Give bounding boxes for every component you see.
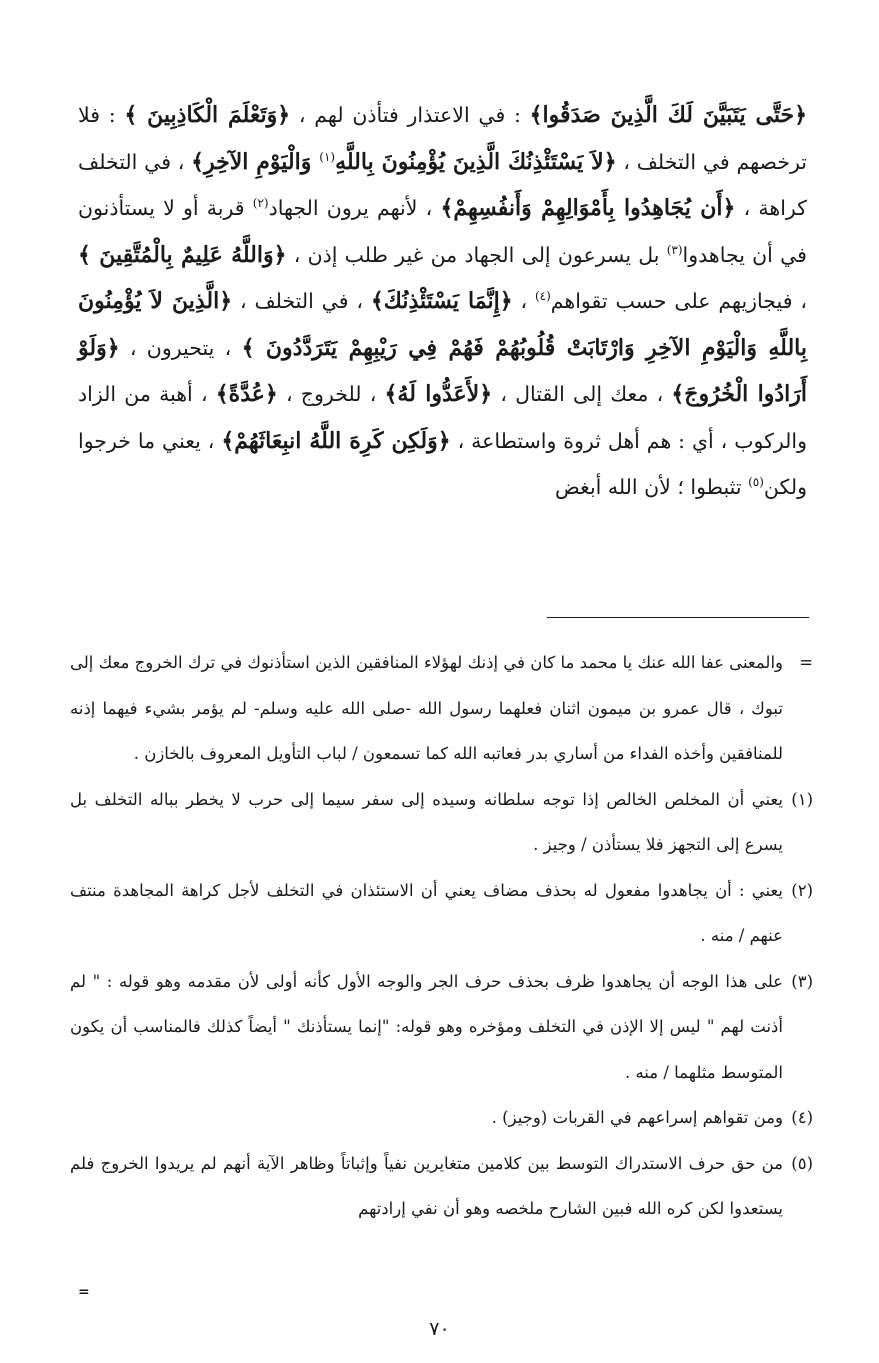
continues-mark: = [78,1284,90,1300]
quran-verse: ﴿أَن يُجَاهِدُوا بِأَمْوَالِهِمْ وَأَنفُسِهِمْ﴾ [440,195,736,221]
commentary-text: : في الاعتذار فتأذن لهم ، [290,103,530,127]
commentary-text: ، يعني ما خرجوا ولكن [78,428,807,499]
commentary-text: : فلا ترخصهم في التخلف ، [78,103,808,174]
footnote-ref: (٤) [534,289,551,304]
quran-verse: ﴿وَلَكِن كَرِهَ اللَّهُ انبِعَاثَهُمْ﴾ [221,427,451,454]
continuation-text: والمعنى عفا الله عنك يا محمد ما كان في إذنك لهؤلاء المنافقين الذين استأذنوك في ترك الخروج معك إلى تبوك ، قال عمرو بن ميمون اثنان فعلهما رسول الله -صلى الله عليه وسلم- لم يؤمر بشيء فيهما إذنه للمنافقين وأخذه الفداء من أساري بدر فعاتبه الله كما تسمعون / لباب التأويل المعروف بالخازن . [70,653,783,763]
footnote-4 [70,1095,813,1141]
commentary-text: ، [512,289,535,313]
footnote-text: من حق حرف الاستدراك التوسط بين كلامين متغايرين نفياً وإثباتاً وظاهر الآية أنهم لم يريدوا الخروج فلم يستعدوا لكن كره الله فبين الشارح ملخصه وهو أن نفي إرادتهم [70,1153,783,1218]
commentary-text: ، في التخلف ، [232,289,371,313]
footnote-separator [547,617,809,618]
quran-verse: ﴿لاَ يَسْتَئْذِنُكَ الَّذِينَ يُؤْمِنُونَ بِاللَّهِ [335,148,617,175]
footnote-2 [70,868,813,959]
footnote-3 [70,959,813,1096]
footnote-ref: (١) [319,149,336,164]
quran-verse: ﴿الَّذِينَ لاَ يُؤْمِنُونَ بِاللَّهِ وَالْيَوْمِ الآخِرِ وَارْتَابَتْ قُلُوبُهُمْ فَهُمْ فِي رَيْبِهِمْ يَتَرَدَّدُونَ ﴾ [78,288,807,361]
quran-verse: ﴿حَتَّى يَتَبَيَّنَ لَكَ الَّذِينَ صَدَقُوا﴾ [529,102,807,128]
commentary-text: ، في التخلف كراهة ، [78,149,807,220]
continuation-mark: = [799,653,813,672]
quran-verse: ﴿عُدَّةً﴾ [215,381,278,407]
quran-verse: ﴿إِنَّمَا يَسْتَئْذِنُكَ﴾ [370,288,513,314]
main-text [78,92,807,511]
quran-verse: ﴿لأَعَدُّوا لَهُ﴾ [384,381,493,407]
footnote-text: يعني أن المخلص الخالص إذا توجه سلطانه وسيده إلى سفر سيما إلى حرب لا يخطر بباله التخلف بل يسرع إلى التجهز فلا يستأذن / وجيز . [70,789,783,854]
quran-verse: ﴿وَلَوْ أَرَادُوا الْخُرُوجَ﴾ [78,334,807,407]
footnote-mark: (٥) [791,1153,813,1173]
footnote-ref: (٢) [252,196,269,211]
page-number: ٧٠ [429,1318,450,1340]
commentary-text: قربة أو لا يستأذنون في أن يجاهدوا [78,196,807,267]
footnote-text: على هذا الوجه أن يجاهدوا ظرف بحذف حرف الجر والوجه الأول كأنه أولى لأن مقدمه وهو قوله : " لم أذنت لهم " ليس إلا الإذن في التخلف ومؤخره وهو قوله: "إنما يستأذنك " أيضاً كذلك فالمناسب أن يكون المتوسط مثلهما / منه . [70,971,783,1082]
footnotes [70,640,813,1232]
footnote-ref: (٥) [748,475,764,490]
footnote-mark: (٣) [791,971,813,991]
footnote-mark: (١) [791,789,813,809]
footnote-continuation [70,640,813,777]
commentary-text: بل يسرعون إلى الجهاد من غير طلب إذن ، [286,242,667,267]
commentary-text: ، أهبة من الزاد والركوب ، أي : هم أهل ثروة واستطاعة ، [78,382,807,453]
footnote-mark: (٤) [791,1108,813,1127]
commentary-text: ، يتحيرون ، [119,335,242,360]
commentary-text: ، فيجازيهم على حسب تقواهم [550,289,807,313]
quran-verse: ﴿وَتَعْلَمَ الْكَاذِبِينَ ﴾ [124,102,291,128]
quran-verse: وَالْيَوْمِ الآخِرِ﴾ [191,148,320,175]
footnote-5 [70,1141,813,1232]
commentary-text: ، معك إلى القتال ، [492,382,672,406]
commentary-text: تثبطوا ؛ لأن الله أبغض [554,475,749,499]
footnote-1 [70,777,813,868]
commentary-text: ، لأنهم يرون الجهاد [268,196,441,220]
main-paragraph [78,92,807,511]
quran-verse: ﴿وَاللَّهُ عَلِيمٌ بِالْمُتَّقِينَ ﴾ [78,241,287,268]
footnote-text: ومن تقواهم إسراعهم في القربات (وجيز) . [491,1108,783,1127]
footnote-ref: (٣) [666,242,683,257]
footnote-text: يعني : أن يجاهدوا مفعول له بحذف مضاف يعني أن الاستئذان في التخلف لأجل كراهة المجاهدة منتف عنهم / منه . [70,880,783,945]
footnote-mark: (٢) [791,880,813,900]
commentary-text: ، للخروج ، [277,382,385,406]
